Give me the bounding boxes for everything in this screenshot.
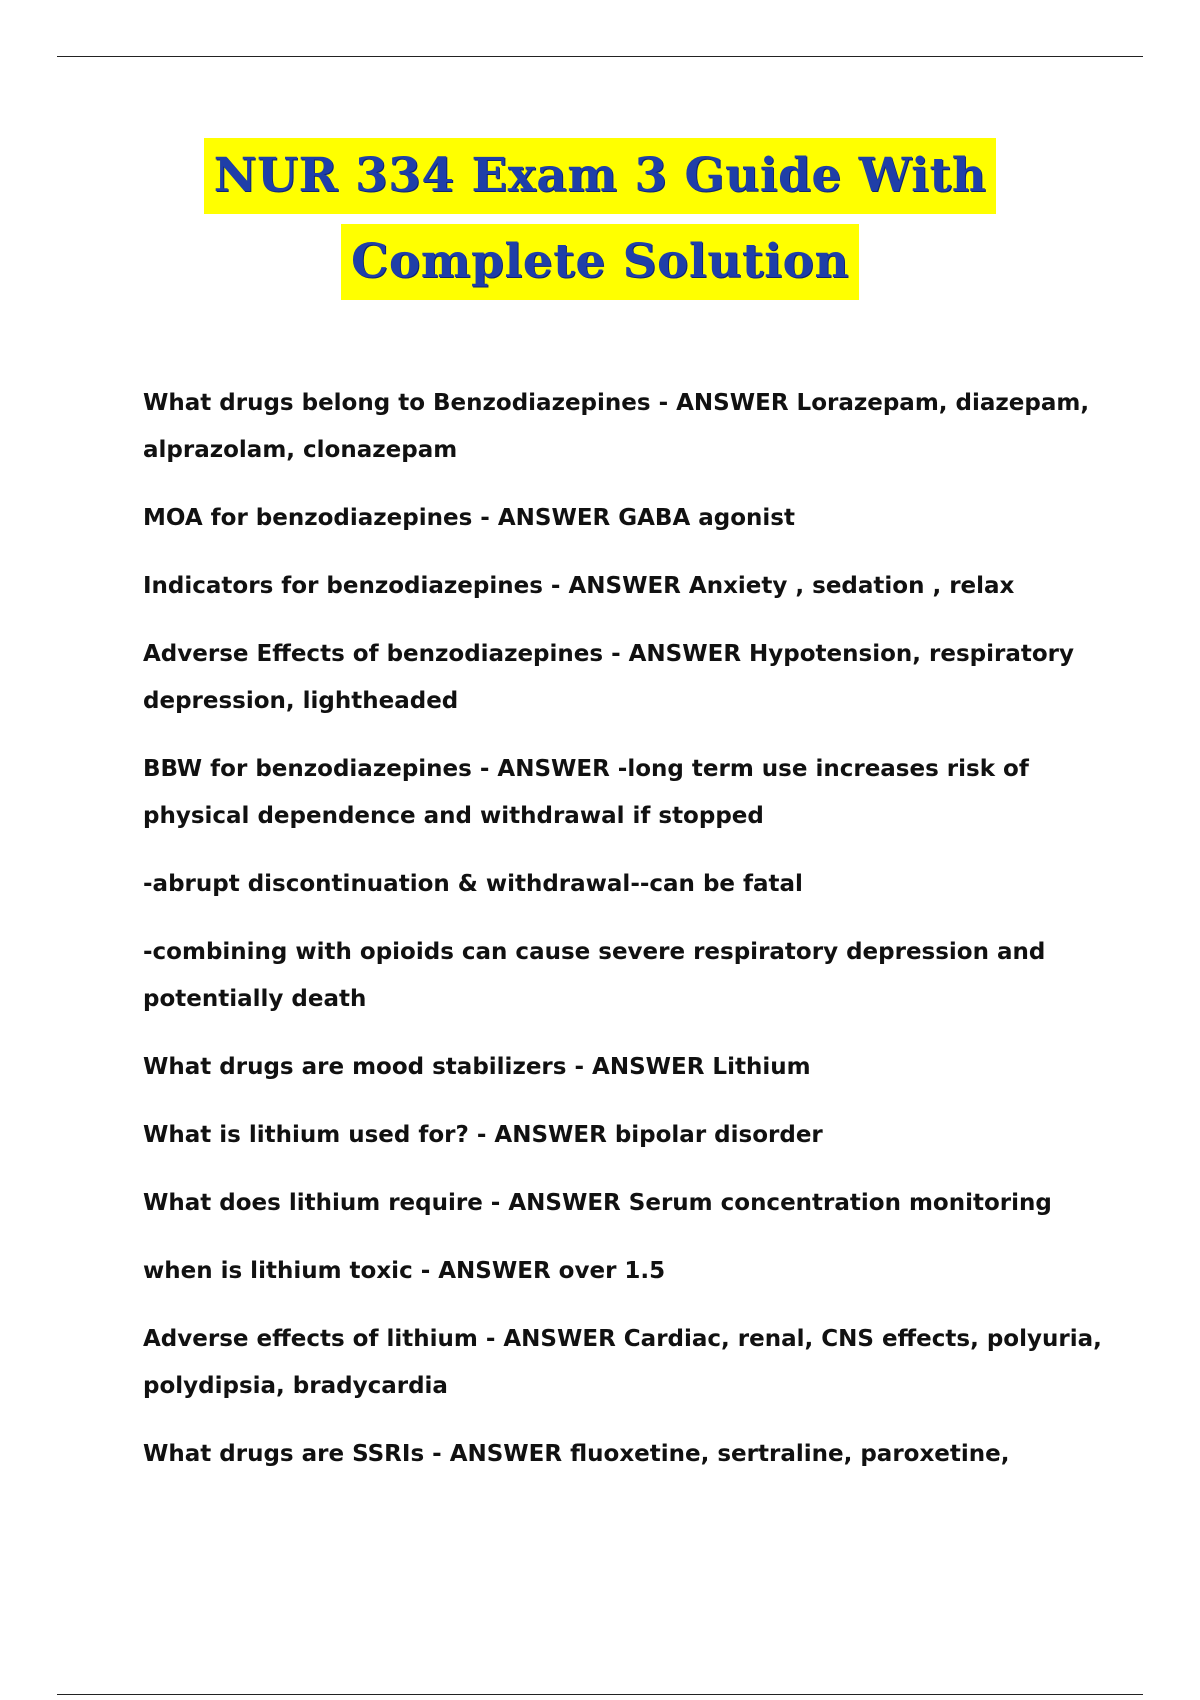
qa-item: What drugs belong to Benzodiazepines - ANSWER Lorazepam, diazepam, alprazolam, clonazepam (143, 390, 1090, 463)
qa-item: MOA for benzodiazepines - ANSWER GABA agonist (143, 505, 795, 531)
document-title (0, 138, 1200, 310)
top-divider (57, 56, 1143, 57)
qa-item: Adverse effects of lithium - ANSWER Cardiac, renal, CNS effects, polyuria, polydipsia, bradycardia (143, 1326, 1102, 1399)
qa-list (143, 380, 1103, 1499)
title-line-1: NUR 334 Exam 3 Guide With (204, 138, 997, 214)
qa-item: What is lithium used for? - ANSWER bipolar disorder (143, 1122, 823, 1148)
qa-item: -abrupt discontinuation & withdrawal--can be fatal (143, 871, 803, 897)
qa-item: when is lithium toxic - ANSWER over 1.5 (143, 1258, 666, 1284)
bottom-divider (57, 1694, 1143, 1695)
qa-item: -combining with opioids can cause severe respiratory depression and potentially death (143, 939, 1046, 1012)
qa-item: What drugs are mood stabilizers - ANSWER Lithium (143, 1054, 811, 1080)
qa-item: Indicators for benzodiazepines - ANSWER Anxiety , sedation , relax (143, 573, 1015, 599)
qa-item: Adverse Effects of benzodiazepines - ANSWER Hypotension, respiratory depression, lightheaded (143, 641, 1074, 714)
qa-item: BBW for benzodiazepines - ANSWER -long term use increases risk of physical dependence and withdrawal if stopped (143, 756, 1029, 829)
qa-item: What drugs are SSRIs - ANSWER fluoxetine, sertraline, paroxetine, (143, 1441, 1010, 1467)
title-line-2: Complete Solution (341, 224, 859, 300)
qa-item: What does lithium require - ANSWER Serum concentration monitoring (143, 1190, 1052, 1216)
